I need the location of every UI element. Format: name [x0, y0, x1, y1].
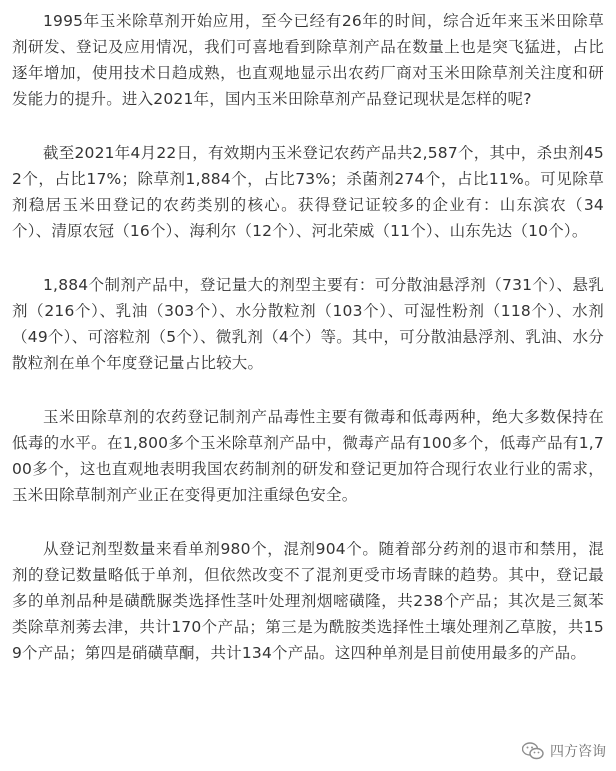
watermark-text: 四方咨询: [550, 744, 606, 760]
paragraph-single-vs-mixed: 从登记剂型数量来看单剂980个，混剂904个。随着部分药剂的退市和禁用，混剂的登记数量略低于单剂，但依然改变不了混剂更受市场青睐的趋势。其中，登记最多的单剂品种是磺酰脲类选择性茎叶处理剂烟嘧磺隆，共238个产品；其次是三氮苯类除草剂莠去津，共计170个产品；第三是为酰胺类选择性土壤处理剂乙草胺，共159个产品；第四是硝磺草酮，共计134个产品。这四种单剂是目前使用最多的产品。: [12, 540, 604, 662]
paragraph-registration-stats: 截至2021年4月22日，有效期内玉米登记农药产品共2,587个，其中，杀虫剂452个，占比17%；除草剂1,884个，占比73%；杀菌剂274个，占比11%。可见除草剂稳居玉米田登记的农药类别的核心。获得登记证较多的企业有：山东滨农（34个）、清原农冠（16个）、海利尔（12个）、河北荣威（11个）、山东先达（10个）。: [12, 144, 604, 240]
article-body: [12, 8, 604, 694]
paragraph-intro: 1995年玉米除草剂开始应用，至今已经有26年的时间，综合近年来玉米田除草剂研发、登记及应用情况，我们可喜地看到除草剂产品在数量上也是突飞猛进，占比逐年增加，使用技术日趋成熟，也直观地显示出农药厂商对玉米田除草剂关注度和研发能力的提升。进入2021年，国内玉米田除草剂产品登记现状是怎样的呢?: [12, 12, 604, 108]
watermark: [522, 741, 606, 761]
paragraph-toxicity: 玉米田除草剂的农药登记制剂产品毒性主要有微毒和低毒两种，绝大多数保持在低毒的水平。在1,800多个玉米除草剂产品中，微毒产品有100多个，低毒产品有1,700多个，这也直观地表明我国农药制剂的研发和登记更加符合现行农业行业的需求，玉米田除草制剂产业正在变得更加注重绿色安全。: [12, 408, 604, 504]
paragraph-formulations: 1,884个制剂产品中，登记量大的剂型主要有：可分散油悬浮剂（731个）、悬乳剂（216个）、乳油（303个）、水分散粒剂（103个）、可湿性粉剂（118个）、水剂（49个）、可溶粒剂（5个）、微乳剂（4个）等。其中，可分散油悬浮剂、乳油、水分散粒剂在单个年度登记量占比较大。: [12, 276, 604, 372]
wechat-icon: [522, 742, 544, 760]
